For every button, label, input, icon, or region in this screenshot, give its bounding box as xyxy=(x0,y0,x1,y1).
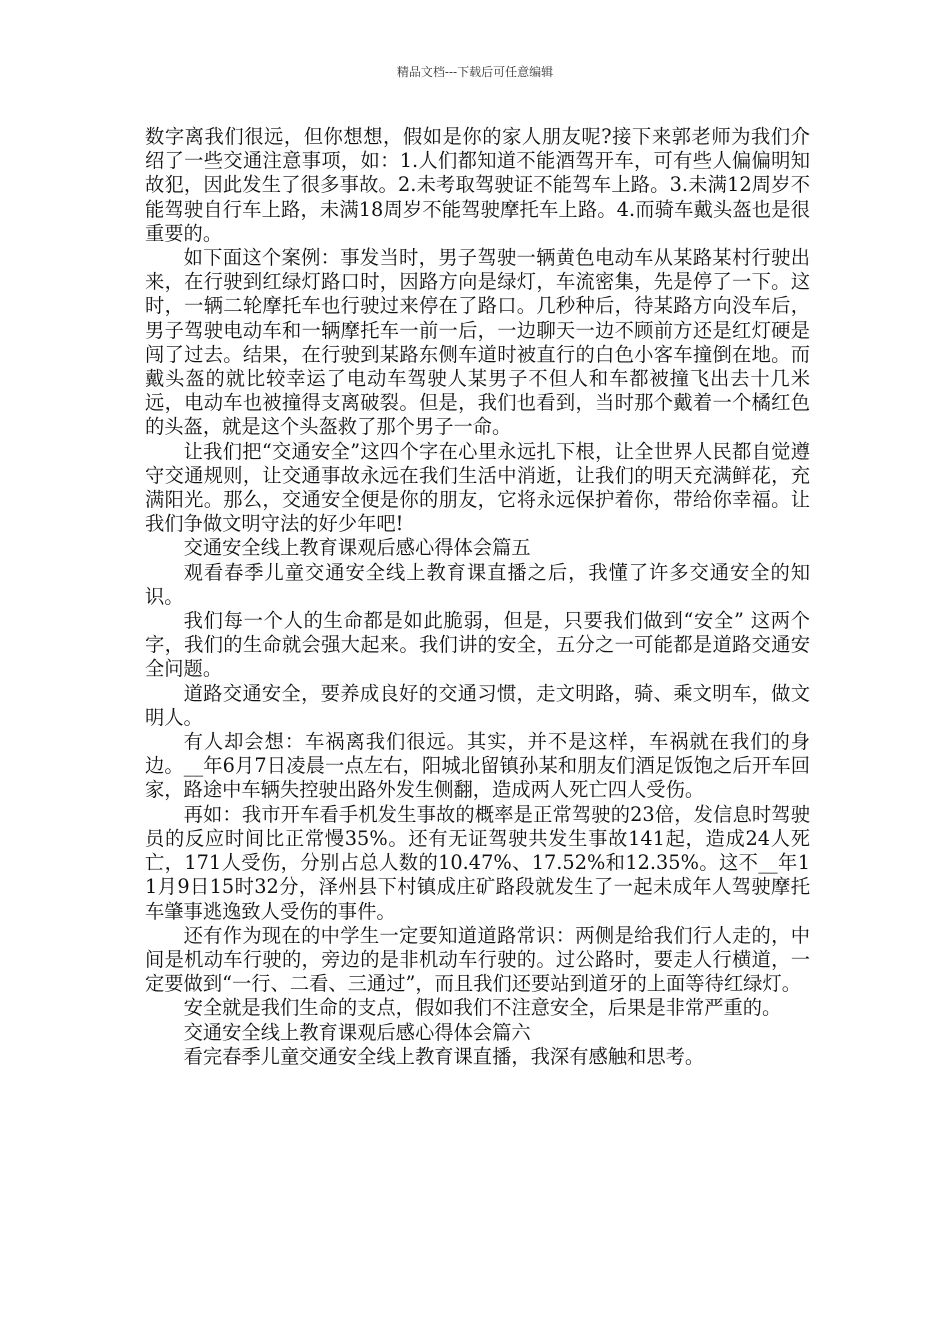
paragraph: 还有作为现在的中学生一定要知道道路常识：两侧是给我们行人走的，中间是机动车行驶的，旁边的是非机动车行驶的。过公路时，要走人行横道，一定要做到“一行、二看、三通过”，而且我们还要站到道牙的上面等待红绿灯。 xyxy=(145,923,810,996)
section-heading: 交通安全线上教育课观后感心得体会篇五 xyxy=(183,536,531,560)
paragraph: 我们每一个人的生命都是如此脆弱，但是，只要我们做到“安全” 这两个字，我们的生命就会强大起来。我们讲的安全，五分之一可能都是道路交通安全问题。 xyxy=(145,609,810,681)
paragraph: 再如：我市开车看手机发生事故的概率是正常驾驶的23倍，发信息时驾驶员的反应时间比正常慢35%。还有无证驾驶共发生事故141起，造成24人死亡，171人受伤，分别占总人数的10.47%、17.52%和12.35%。这不__年11月9日15时32分，泽州县下村镇成庄矿路段就发生了一起未成年人驾驶摩托车肇事逃逸致人受伤的事件。 xyxy=(145,802,810,923)
paragraph: 如下面这个案例：事发当时，男子驾驶一辆黄色电动车从某路某村行驶出来，在行驶到红绿灯路口时，因路方向是绿灯，车流密集，先是停了一下。这时，一辆二轮摩托车也行驶过来停在了路口。几秒种后，待某路方向没车后，男子驾驶电动车和一辆摩托车一前一后，一边聊天一边不顾前方还是红灯硬是闯了过去。结果，在行驶到某路东侧车道时被直行的白色小客车撞倒在地。而戴头盔的就比较幸运了电动车驾驶人某男子不但人和车都被撞飞出去十几米远，电动车也被撞得支离破裂。但是，我们也看到，当时那个戴着一个橘红色的头盔，就是这个头盔救了那个男子一命。 xyxy=(145,246,810,439)
paragraph: 数字离我们很远，但你想想，假如是你的家人朋友呢?接下来郭老师为我们介绍了一些交通注意事项，如：1.人们都知道不能酒驾开车，可有些人偏偏明知故犯，因此发生了很多事故。2.未考取驾驶证不能驾车上路。3.未满12周岁不能驾驶自行车上路，未满18周岁不能驾驶摩托车上路。4.而骑车戴头盔也是很重要的。 xyxy=(145,125,810,245)
paragraph: 安全就是我们生命的支点，假如我们不注意安全，后果是非常严重的。 xyxy=(183,996,782,1020)
paragraph: 观看春季儿童交通安全线上教育课直播之后，我懂了许多交通安全的知识。 xyxy=(145,560,810,608)
document-body xyxy=(145,125,810,1069)
paragraph: 看完春季儿童交通安全线上教育课直播，我深有感触和思考。 xyxy=(183,1044,705,1068)
page-header: 精品文档---下载后可任意编辑 xyxy=(396,65,554,79)
paragraph: 道路交通安全，要养成良好的交通习惯，走文明路，骑、乘文明车，做文明人。 xyxy=(145,681,810,729)
paragraph: 让我们把“交通安全”这四个字在心里永远扎下根，让全世界人民都自觉遵守交通规则，让交通事故永远在我们生活中消逝，让我们的明天充满鲜花，充满阳光。那么，交通安全便是你的朋友，它将永远保护着你，带给你幸福。让我们争做文明守法的好少年吧! xyxy=(145,439,810,536)
section-heading: 交通安全线上教育课观后感心得体会篇六 xyxy=(183,1020,531,1044)
paragraph: 有人却会想：车祸离我们很远。其实，并不是这样，车祸就在我们的身边。__年6月7日凌晨一点左右，阳城北留镇孙某和朋友们酒足饭饱之后开车回家，路途中车辆失控驶出路外发生侧翻，造成两人死亡四人受伤。 xyxy=(145,730,810,802)
